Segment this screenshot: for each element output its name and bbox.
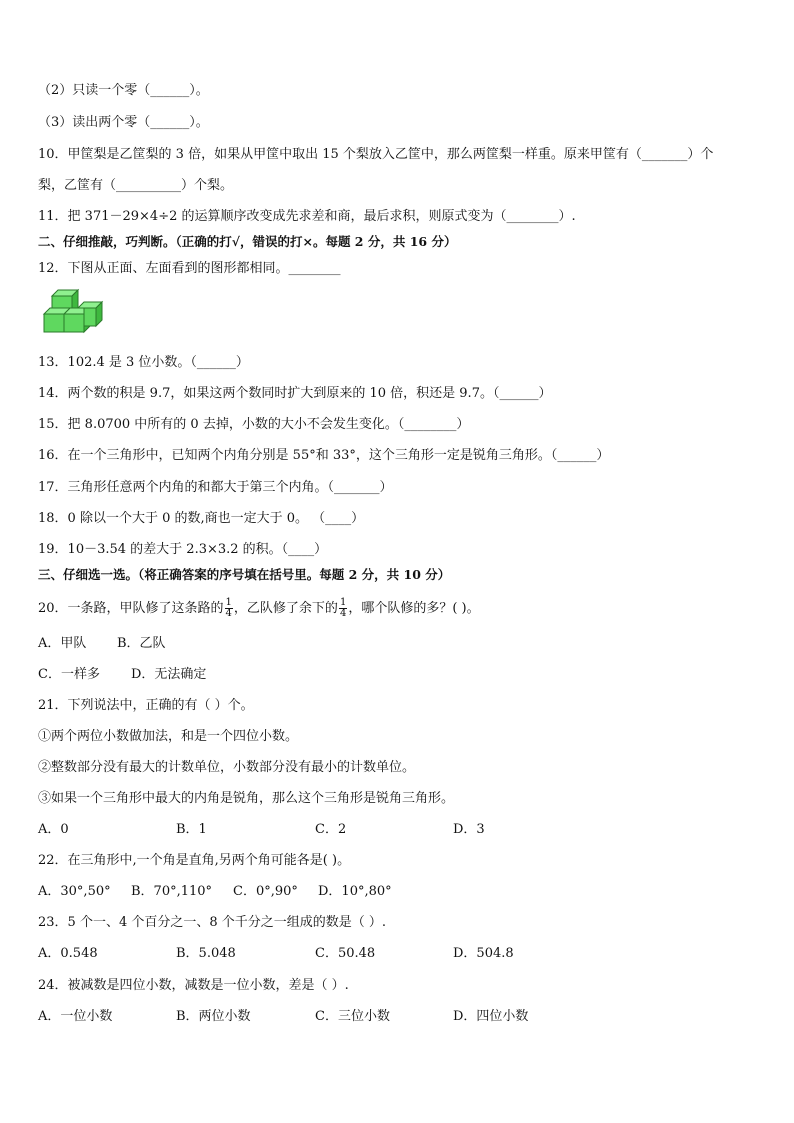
question-23: 23．5 个一、4 个百分之一、8 个千分之一组成的数是（ ）. — [38, 915, 387, 930]
question-21-statement-3: ③如果一个三角形中最大的内角是锐角，那么这个三角形是锐角三角形。 — [38, 791, 455, 806]
question-9-3: （3）读出两个零（______）。 — [38, 115, 209, 130]
question-20 — [38, 598, 480, 619]
q24-option-b: B．两位小数 — [176, 1009, 251, 1024]
q21-option-d: D．3 — [453, 822, 485, 837]
q23-option-a: A．0.548 — [38, 946, 98, 961]
question-15: 15．把 8.0700 中所有的 0 去掉，小数的大小不会发生变化。（________） — [38, 417, 470, 432]
q23-option-d: D．504.8 — [453, 946, 514, 961]
question-21: 21．下列说法中，正确的有（ ）个。 — [38, 698, 254, 713]
section-3-heading: 三、仔细选一选。（将正确答案的序号填在括号里。每题 2 分，共 10 分） — [38, 567, 451, 582]
q22-option-a: A．30°,50° — [38, 884, 111, 899]
q20-option-d: D．无法确定 — [131, 667, 207, 682]
question-13: 13．102.4 是 3 位小数。（______） — [38, 355, 249, 370]
question-9-2: （2）只读一个零（______）。 — [38, 83, 209, 98]
q22-option-b: B．70°,110° — [131, 884, 213, 899]
question-12: 12．下图从正面、左面看到的图形都相同。________ — [38, 261, 341, 276]
question-24: 24．被减数是四位小数，减数是一位小数，差是（ ）. — [38, 978, 349, 993]
fraction-one-quarter — [225, 598, 233, 619]
section-2-heading: 二、仔细推敲，巧判断。（正确的打√，错误的打×。每题 2 分，共 16 分） — [38, 234, 457, 249]
q24-option-a: A．一位小数 — [38, 1009, 113, 1024]
question-20-part2: ，乙队修了余下的 — [233, 601, 338, 616]
q21-option-a: A．0 — [38, 822, 69, 837]
fraction-denominator: 4 — [225, 608, 232, 619]
q22-option-d: D．10°,80° — [318, 884, 392, 899]
q24-option-d: D．四位小数 — [453, 1009, 529, 1024]
cube-stack-figure — [40, 288, 104, 342]
question-11: 11．把 371－29×4÷2 的运算顺序改变成先求差和商，最后求积，则原式变为（________）. — [38, 209, 576, 224]
question-16: 16．在一个三角形中，已知两个内角分别是 55°和 33°，这个三角形一定是锐角三角形。（______） — [38, 448, 610, 463]
q20-option-a: A．甲队 — [38, 636, 87, 651]
question-22: 22．在三角形中,一个角是直角,另两个角可能各是( )。 — [38, 853, 351, 868]
question-20-part1: 20．一条路，甲队修了这条路的 — [38, 601, 224, 616]
question-14: 14．两个数的积是 9.7，如果这两个数同时扩大到原来的 10 倍，积还是 9.7。（______） — [38, 386, 552, 401]
question-21-statement-2: ②整数部分没有最大的计数单位，小数部分没有最小的计数单位。 — [38, 760, 416, 775]
fraction-one-quarter-2 — [339, 598, 347, 619]
fraction-denominator-2: 4 — [339, 608, 347, 619]
fraction-numerator: 1 — [225, 597, 232, 608]
question-20-part3: ，哪个队修的多？( )。 — [348, 601, 480, 616]
question-10-line1: 10．甲筐梨是乙筐梨的 3 倍，如果从甲筐中取出 15 个梨放入乙筐中，那么两筐梨一样重。原来甲筐有（_______）个 — [38, 147, 714, 162]
q20-option-b: B．乙队 — [117, 636, 166, 651]
question-19: 19．10－3.54 的差大于 2.3×3.2 的积。（____） — [38, 542, 328, 557]
q23-option-b: B．5.048 — [176, 946, 236, 961]
fraction-numerator-2: 1 — [339, 597, 347, 608]
question-10-line2: 梨，乙筐有（__________）个梨。 — [38, 178, 234, 193]
question-21-statement-1: ①两个两位小数做加法，和是一个四位小数。 — [38, 729, 299, 744]
q21-option-b: B．1 — [176, 822, 207, 837]
question-17: 17．三角形任意两个内角的和都大于第三个内角。（_______） — [38, 480, 393, 495]
q22-option-c: C．0°,90° — [233, 884, 298, 899]
q21-option-c: C．2 — [315, 822, 347, 837]
question-18: 18．0 除以一个大于 0 的数,商也一定大于 0。 （____） — [38, 511, 365, 526]
q23-option-c: C．50.48 — [315, 946, 376, 961]
q20-option-c: C．一样多 — [38, 667, 100, 682]
q24-option-c: C．三位小数 — [315, 1009, 390, 1024]
